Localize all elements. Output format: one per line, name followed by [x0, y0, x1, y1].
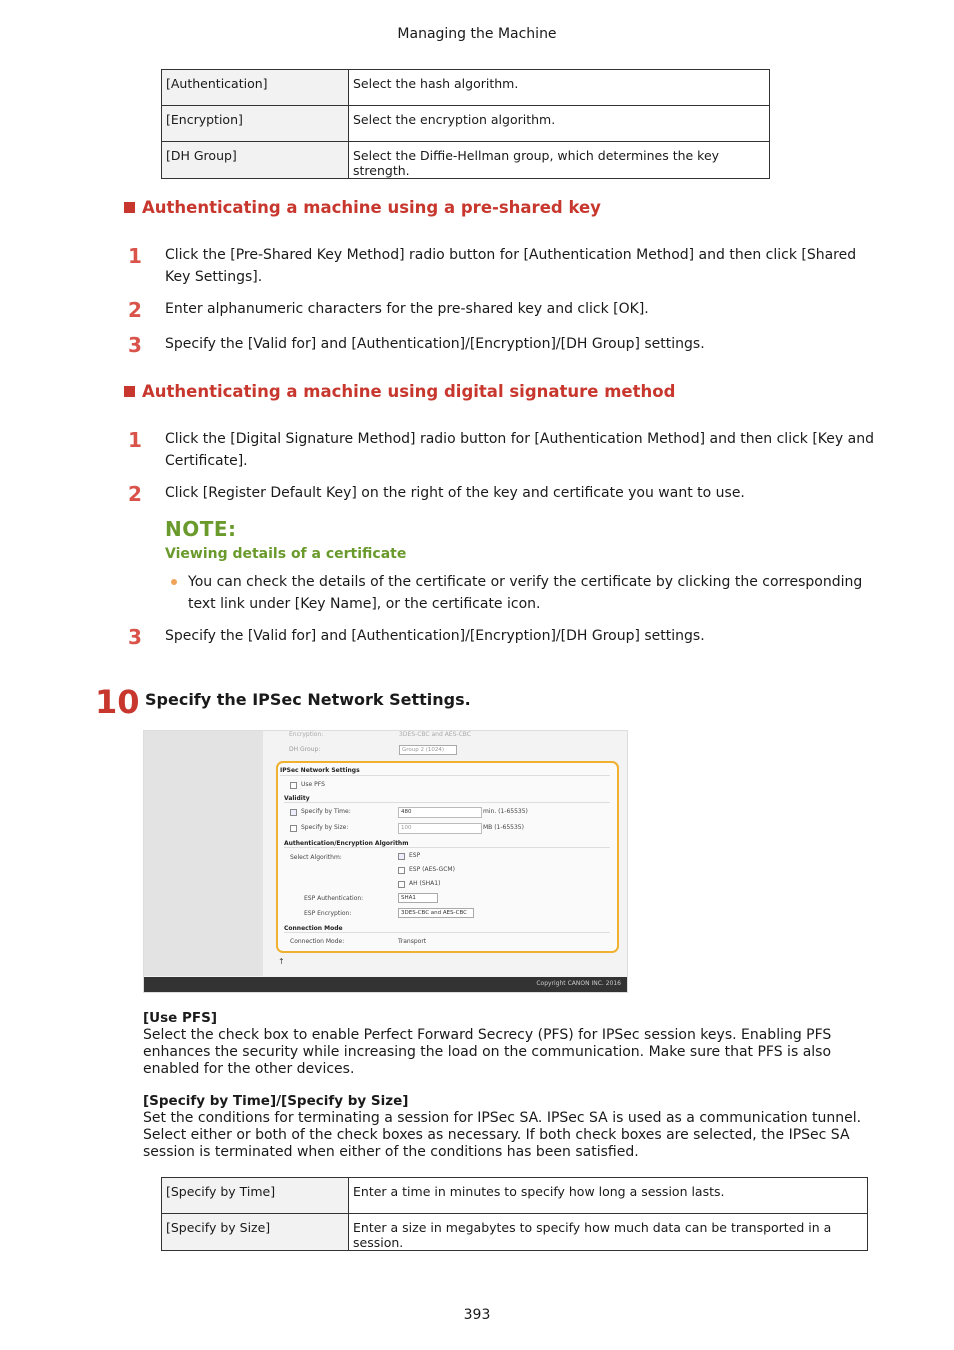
- divider: [280, 775, 610, 776]
- connection-label: Connection Mode:: [290, 938, 345, 945]
- select-algorithm-label: Select Algorithm:: [290, 854, 342, 861]
- square-bullet-icon: [124, 202, 135, 213]
- settings-table: [161, 69, 770, 179]
- step-number: 1: [128, 428, 142, 452]
- section-title: Authenticating a machine using a pre-shared key: [142, 198, 601, 217]
- esp-enc-select[interactable]: 3DES-CBC and AES-CBC: [398, 908, 474, 918]
- encryption-label: Encryption:: [289, 731, 324, 738]
- esp-checkbox[interactable]: [398, 853, 405, 860]
- table-key: [Encryption]: [162, 106, 349, 142]
- step-number: 3: [128, 333, 142, 357]
- table-value: Enter a time in minutes to specify how long a session lasts.: [349, 1178, 868, 1214]
- step-heading: Specify the IPSec Network Settings.: [145, 690, 471, 709]
- square-bullet-icon: [124, 386, 135, 397]
- divider: [284, 802, 610, 803]
- ipsec-section-title: IPSec Network Settings: [280, 767, 360, 774]
- specify-size-checkbox[interactable]: [290, 825, 297, 832]
- step-number: 1: [128, 244, 142, 268]
- bullet-dot-icon: [171, 579, 177, 585]
- scroll-top-icon[interactable]: ↑: [278, 957, 285, 966]
- esp-auth-select[interactable]: SHA1: [398, 893, 438, 903]
- screenshot-footer: [144, 977, 627, 992]
- use-pfs-title: [Use PFS]: [143, 1010, 218, 1026]
- time-unit: min. (1-65535): [483, 808, 528, 815]
- table-key: [DH Group]: [162, 142, 349, 179]
- specify-title: [Specify by Time]/[Specify by Size]: [143, 1093, 409, 1109]
- divider: [284, 847, 610, 848]
- connection-value: Transport: [398, 938, 427, 945]
- size-input[interactable]: 100: [398, 823, 482, 834]
- running-header: Managing the Machine: [397, 26, 557, 42]
- encryption-value: 3DES-CBC and AES-CBC: [399, 731, 471, 738]
- step-text: Click [Register Default Key] on the right of the key and certificate you want to use.: [165, 485, 745, 501]
- connection-title: Connection Mode: [284, 925, 343, 932]
- esp-gcm-checkbox[interactable]: [398, 867, 405, 874]
- specify-time-checkbox[interactable]: [290, 809, 297, 816]
- use-pfs-checkbox[interactable]: [290, 782, 297, 789]
- note-title: NOTE:: [165, 517, 237, 541]
- specify-time-label: Specify by Time:: [301, 808, 351, 815]
- note-bullet-text: You can check the details of the certificate or verify the certificate by clicking the corresponding text link under [Key Name], or the certificate icon.: [188, 574, 863, 612]
- table-key: [Authentication]: [162, 70, 349, 106]
- specify-table: [161, 1177, 868, 1251]
- esp-label: ESP: [409, 852, 421, 859]
- step-text: Click the [Digital Signature Method] radio button for [Authentication Method] and then click [Key and Certificate].: [165, 431, 874, 469]
- ah-label: AH (SHA1): [409, 880, 441, 887]
- step-text: Specify the [Valid for] and [Authentication]/[Encryption]/[DH Group] settings.: [165, 628, 705, 644]
- divider: [284, 932, 610, 933]
- copyright: Copyright CANON INC. 2016: [536, 980, 621, 987]
- table-value: Enter a size in megabytes to specify how much data can be transported in a session.: [349, 1214, 868, 1251]
- section-heading-digital-signature: [124, 382, 675, 401]
- ah-checkbox[interactable]: [398, 881, 405, 888]
- table-row: [162, 70, 770, 106]
- table-key: [Specify by Time]: [162, 1178, 349, 1214]
- page-number: 393: [463, 1307, 491, 1323]
- table-row: [162, 1178, 868, 1214]
- step-number: 2: [128, 298, 142, 322]
- step-text: Enter alphanumeric characters for the pre-shared key and click [OK].: [165, 301, 649, 317]
- table-row: [162, 142, 770, 179]
- specify-text: Set the conditions for terminating a session for IPSec SA. IPSec SA is used as a communication tunnel. Select either or both of the check boxes as necessary. If both check boxes are selected, the IPSec SA session is terminated when either of the conditions has been satisfied.: [143, 1110, 862, 1160]
- use-pfs-label: Use PFS: [301, 781, 325, 788]
- step-text: Specify the [Valid for] and [Authentication]/[Encryption]/[DH Group] settings.: [165, 336, 705, 352]
- table-value: Select the hash algorithm.: [349, 70, 770, 106]
- table-value: Select the Diffie-Hellman group, which determines the key strength.: [349, 142, 770, 179]
- note-subtitle: Viewing details of a certificate: [165, 546, 407, 562]
- validity-title: Validity: [284, 795, 310, 802]
- step-text: Click the [Pre-Shared Key Method] radio button for [Authentication Method] and then click [Shared Key Settings].: [165, 247, 857, 285]
- section-heading-pre-shared-key: [124, 198, 601, 217]
- section-title: Authenticating a machine using digital signature method: [142, 382, 676, 401]
- esp-gcm-label: ESP (AES-GCM): [409, 866, 455, 873]
- step-number: 3: [128, 625, 142, 649]
- dh-group-label: DH Group:: [289, 746, 321, 753]
- specify-size-label: Specify by Size:: [301, 824, 349, 831]
- dh-group-select[interactable]: Group 2 (1024): [399, 745, 457, 755]
- screenshot-sidebar: [144, 731, 263, 976]
- esp-enc-label: ESP Encryption:: [304, 910, 352, 917]
- table-key: [Specify by Size]: [162, 1214, 349, 1251]
- use-pfs-text: Select the check box to enable Perfect Forward Secrecy (PFS) for IPSec session keys. Enabling PFS enhances the security while increasing the load on the communication. Make sure that PFS is also enabled for the other devices.: [143, 1027, 832, 1077]
- table-value: Select the encryption algorithm.: [349, 106, 770, 142]
- table-row: [162, 1214, 868, 1251]
- algorithm-title: Authentication/Encryption Algorithm: [284, 840, 409, 847]
- size-unit: MB (1-65535): [483, 824, 524, 831]
- step-number: 2: [128, 482, 142, 506]
- esp-auth-label: ESP Authentication:: [304, 895, 364, 902]
- time-input[interactable]: 480: [398, 807, 482, 818]
- step-number-large: 10: [95, 683, 140, 721]
- ipsec-settings-screenshot: [143, 730, 628, 993]
- table-row: [162, 106, 770, 142]
